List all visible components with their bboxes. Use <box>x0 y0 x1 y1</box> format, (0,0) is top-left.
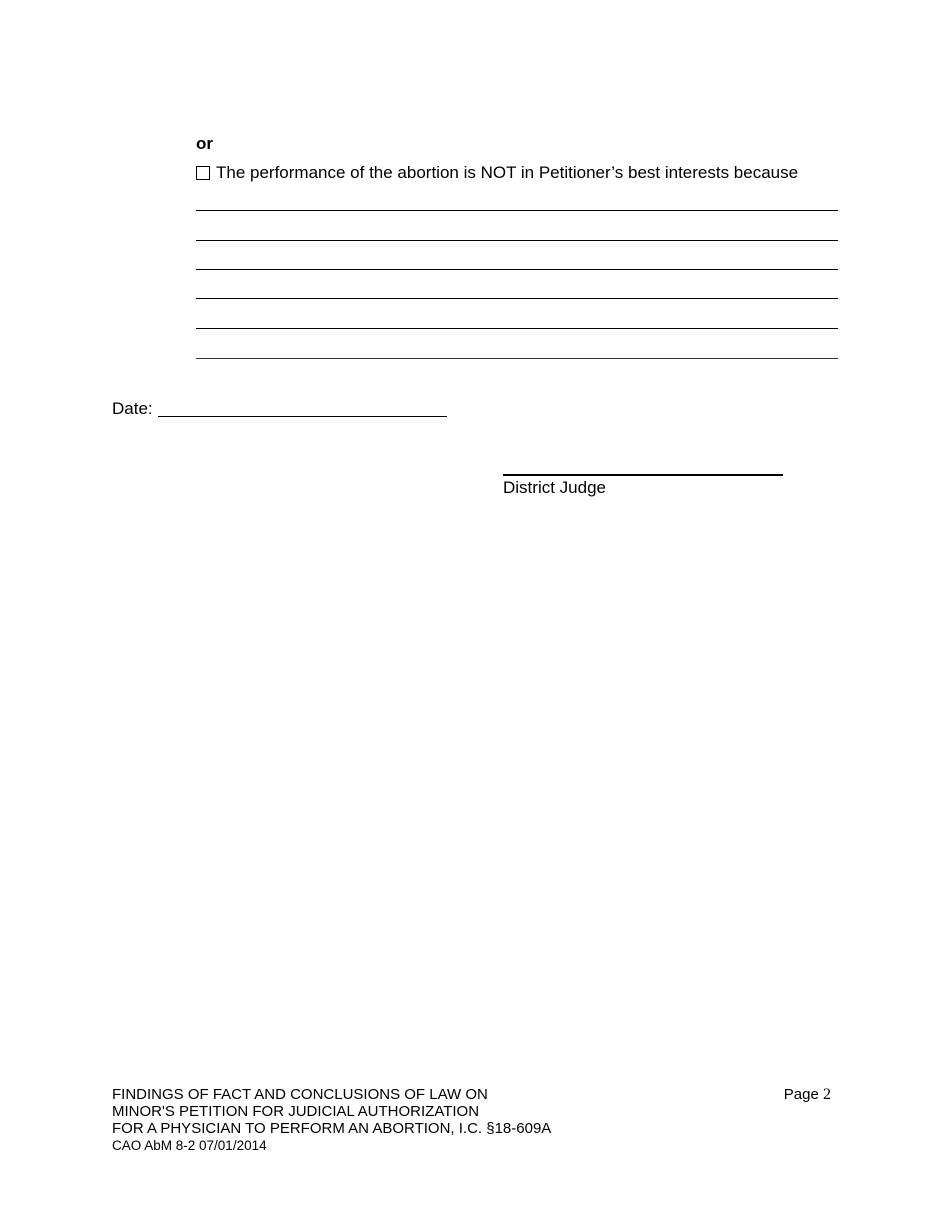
date-row <box>112 399 447 419</box>
footer-title-line-1: FINDINGS OF FACT AND CONCLUSIONS OF LAW ON <box>112 1086 488 1103</box>
not-best-interests-option[interactable] <box>196 163 798 183</box>
judge-signature-caption: District Judge <box>503 478 606 497</box>
reason-line-5[interactable] <box>196 328 838 329</box>
not-best-interests-label: The performance of the abortion is NOT in Petitioner’s best interests because <box>216 163 799 182</box>
page-number: 2 <box>823 1086 831 1103</box>
reason-line-2[interactable] <box>196 240 838 241</box>
reason-line-4[interactable] <box>196 298 838 299</box>
footer-title-line-2: MINOR'S PETITION FOR JUDICIAL AUTHORIZATION <box>112 1103 480 1120</box>
footer-form-code: CAO AbM 8-2 07/01/2014 <box>112 1138 267 1153</box>
footer-title-line-3: FOR A PHYSICIAN TO PERFORM AN ABORTION, I.C. §18-609A <box>112 1120 552 1137</box>
page-label: Page <box>783 1086 819 1103</box>
page-indicator <box>784 1086 831 1103</box>
reason-line-3[interactable] <box>196 269 838 270</box>
or-label: or <box>196 134 213 153</box>
page-footer <box>112 1086 842 1154</box>
judge-signature-line[interactable] <box>503 474 783 476</box>
reason-line-6[interactable] <box>196 358 838 359</box>
date-field[interactable] <box>158 416 447 417</box>
not-best-interests-checkbox[interactable] <box>196 166 210 180</box>
date-label: Date: <box>112 399 153 418</box>
reason-line-1[interactable] <box>196 210 838 211</box>
